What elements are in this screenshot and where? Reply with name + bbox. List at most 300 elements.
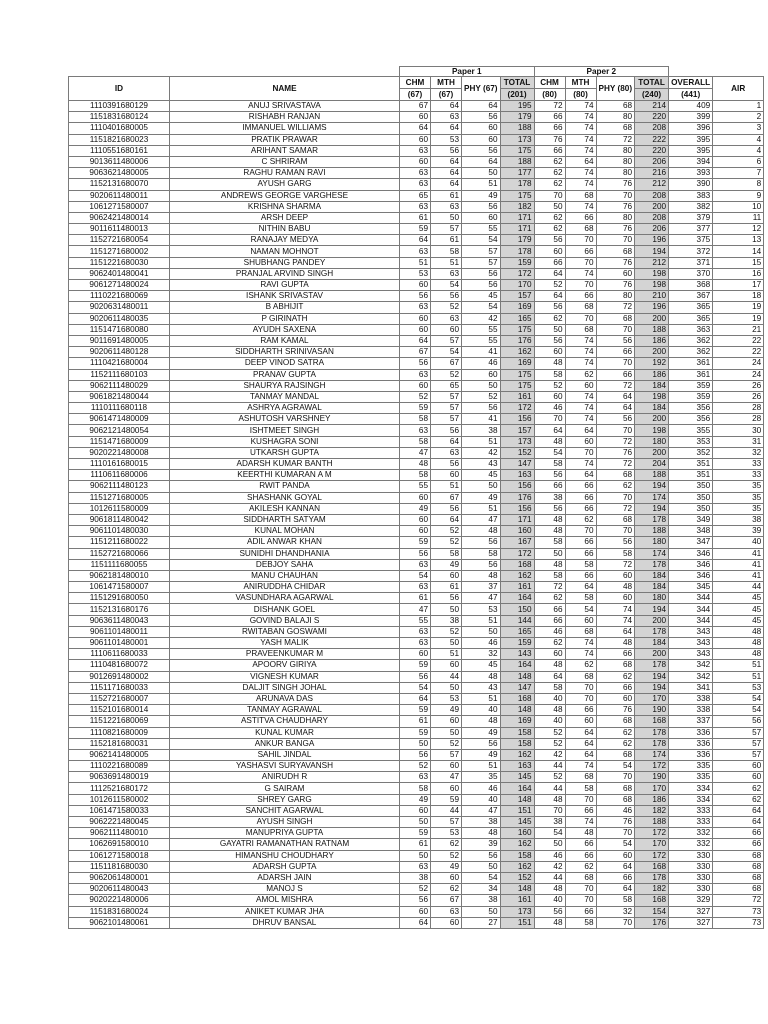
total2-cell: 198	[635, 280, 669, 291]
overall-cell: 327	[669, 917, 713, 928]
total1-cell: 147	[500, 682, 534, 693]
total1-cell: 169	[500, 358, 534, 369]
mth1-cell: 61	[431, 235, 462, 246]
air-cell: 51	[713, 671, 764, 682]
chm1-cell: 49	[400, 794, 431, 805]
name-cell: MANU CHAUHAN	[170, 570, 400, 581]
id-cell: 9020611480128	[69, 347, 170, 358]
phy2-cell: 70	[596, 772, 635, 783]
total2-cell: 194	[635, 671, 669, 682]
phy2-cell: 72	[596, 302, 635, 313]
id-cell: 9061101480011	[69, 626, 170, 637]
total1-cell: 176	[500, 492, 534, 503]
chm1-cell: 50	[400, 738, 431, 749]
total1-cell: 182	[500, 201, 534, 212]
phy2-cell: 62	[596, 671, 635, 682]
chm1-cell: 59	[400, 537, 431, 548]
mth2-cell: 74	[565, 268, 596, 279]
table-row	[69, 179, 764, 190]
mth2-cell: 70	[565, 280, 596, 291]
overall-cell: 336	[669, 738, 713, 749]
overall-cell: 359	[669, 380, 713, 391]
table-row	[69, 738, 764, 749]
phy1-cell: 42	[462, 313, 501, 324]
mth1-cell: 50	[431, 727, 462, 738]
phy1-cell: 56	[462, 280, 501, 291]
mth2-cell: 62	[565, 660, 596, 671]
chm1-cell: 55	[400, 615, 431, 626]
header-mth2: MTH	[565, 77, 596, 89]
chm2-cell: 70	[534, 805, 565, 816]
phy1-cell: 34	[462, 884, 501, 895]
air-cell: 54	[713, 705, 764, 716]
mth2-cell: 66	[565, 492, 596, 503]
total1-cell: 172	[500, 548, 534, 559]
air-cell: 28	[713, 403, 764, 414]
mth1-cell: 53	[431, 828, 462, 839]
mth1-cell: 44	[431, 671, 462, 682]
chm2-cell: 62	[534, 212, 565, 223]
total2-cell: 154	[635, 906, 669, 917]
table-row	[69, 537, 764, 548]
table-row	[69, 268, 764, 279]
name-cell: PRANJAL ARVIND SINGH	[170, 268, 400, 279]
mth2-cell: 66	[565, 246, 596, 257]
name-cell: MANUPRIYA GUPTA	[170, 828, 400, 839]
table-row	[69, 761, 764, 772]
air-cell: 54	[713, 693, 764, 704]
chm1-cell: 67	[400, 347, 431, 358]
header-total2-max: (240)	[635, 89, 669, 101]
table-row	[69, 123, 764, 134]
chm1-cell: 63	[400, 302, 431, 313]
phy2-cell: 60	[596, 570, 635, 581]
total2-cell: 190	[635, 705, 669, 716]
table-row	[69, 235, 764, 246]
mth2-cell: 74	[565, 201, 596, 212]
mth2-cell: 68	[565, 324, 596, 335]
id-cell: 1152181680031	[69, 738, 170, 749]
name-cell: DISHANK GOEL	[170, 604, 400, 615]
air-cell: 66	[713, 828, 764, 839]
name-cell: ADARSH KUMAR BANTH	[170, 459, 400, 470]
air-cell: 62	[713, 794, 764, 805]
table-row	[69, 335, 764, 346]
phy2-cell: 68	[596, 470, 635, 481]
name-cell: SHASHANK GOYAL	[170, 492, 400, 503]
header-phy1: PHY (67)	[462, 77, 501, 101]
table-row	[69, 201, 764, 212]
chm2-cell: 42	[534, 861, 565, 872]
table-row	[69, 593, 764, 604]
phy2-cell: 66	[596, 347, 635, 358]
overall-cell: 346	[669, 570, 713, 581]
total1-cell: 160	[500, 828, 534, 839]
chm2-cell: 52	[534, 727, 565, 738]
mth2-cell: 66	[565, 212, 596, 223]
phy2-cell: 76	[596, 201, 635, 212]
mth1-cell: 56	[431, 459, 462, 470]
id-cell: 9061101480030	[69, 526, 170, 537]
chm2-cell: 40	[534, 716, 565, 727]
chm2-cell: 58	[534, 369, 565, 380]
phy1-cell: 56	[462, 268, 501, 279]
mth1-cell: 51	[431, 649, 462, 660]
id-cell: 1151271680005	[69, 492, 170, 503]
name-cell: TANMAY AGRAWAL	[170, 705, 400, 716]
total2-cell: 200	[635, 347, 669, 358]
air-cell: 35	[713, 481, 764, 492]
id-cell: 1110161680015	[69, 459, 170, 470]
phy1-cell: 48	[462, 570, 501, 581]
mth2-cell: 70	[565, 895, 596, 906]
phy1-cell: 51	[462, 693, 501, 704]
id-cell: 1152721680066	[69, 548, 170, 559]
id-cell: 9020611480011	[69, 190, 170, 201]
table-row	[69, 749, 764, 760]
chm2-cell: 54	[534, 447, 565, 458]
chm1-cell: 59	[400, 828, 431, 839]
header-overall: OVERALL	[669, 77, 713, 89]
table-row	[69, 805, 764, 816]
phy2-cell: 80	[596, 291, 635, 302]
chm1-cell: 56	[400, 895, 431, 906]
total1-cell: 150	[500, 604, 534, 615]
chm2-cell: 56	[534, 470, 565, 481]
chm2-cell: 44	[534, 761, 565, 772]
total2-cell: 200	[635, 201, 669, 212]
chm1-cell: 59	[400, 224, 431, 235]
name-cell: RWIT PANDA	[170, 481, 400, 492]
air-cell: 35	[713, 492, 764, 503]
air-cell: 7	[713, 168, 764, 179]
mth2-cell: 48	[565, 828, 596, 839]
mth1-cell: 58	[431, 246, 462, 257]
total1-cell: 148	[500, 705, 534, 716]
overall-cell: 356	[669, 414, 713, 425]
phy1-cell: 49	[462, 190, 501, 201]
phy2-cell: 64	[596, 391, 635, 402]
mth1-cell: 50	[431, 604, 462, 615]
chm2-cell: 38	[534, 492, 565, 503]
name-cell: RWITABAN GOSWAMI	[170, 626, 400, 637]
chm1-cell: 60	[400, 649, 431, 660]
chm1-cell: 48	[400, 459, 431, 470]
total2-cell: 178	[635, 559, 669, 570]
chm1-cell: 64	[400, 235, 431, 246]
header-mth2-max: (80)	[565, 89, 596, 101]
id-cell: 9020221480008	[69, 447, 170, 458]
mth1-cell: 61	[431, 190, 462, 201]
mth1-cell: 51	[431, 481, 462, 492]
total1-cell: 195	[500, 101, 534, 112]
id-cell: 1152721680054	[69, 235, 170, 246]
chm1-cell: 64	[400, 335, 431, 346]
name-cell: IMMANUEL WILLIAMS	[170, 123, 400, 134]
chm1-cell: 60	[400, 526, 431, 537]
total2-cell: 200	[635, 649, 669, 660]
total2-cell: 170	[635, 693, 669, 704]
name-cell: C SHRIRAM	[170, 156, 400, 167]
mth1-cell: 57	[431, 749, 462, 760]
total2-cell: 190	[635, 772, 669, 783]
total1-cell: 164	[500, 660, 534, 671]
total2-cell: 184	[635, 380, 669, 391]
chm1-cell: 63	[400, 582, 431, 593]
table-row	[69, 917, 764, 928]
phy2-cell: 72	[596, 380, 635, 391]
chm1-cell: 56	[400, 358, 431, 369]
mth2-cell: 62	[565, 861, 596, 872]
mth1-cell: 64	[431, 436, 462, 447]
total2-cell: 178	[635, 738, 669, 749]
mth1-cell: 60	[431, 324, 462, 335]
total2-cell: 212	[635, 179, 669, 190]
phy2-cell: 68	[596, 783, 635, 794]
chm2-cell: 66	[534, 257, 565, 268]
air-cell: 17	[713, 280, 764, 291]
overall-cell: 332	[669, 828, 713, 839]
mth2-cell: 68	[565, 626, 596, 637]
mth2-cell: 68	[565, 302, 596, 313]
mth2-cell: 66	[565, 481, 596, 492]
table-row	[69, 817, 764, 828]
total2-cell: 206	[635, 156, 669, 167]
total2-cell: 184	[635, 582, 669, 593]
total1-cell: 147	[500, 459, 534, 470]
total1-cell: 169	[500, 302, 534, 313]
table-row	[69, 224, 764, 235]
table-row	[69, 391, 764, 402]
overall-cell: 356	[669, 403, 713, 414]
total1-cell: 159	[500, 638, 534, 649]
phy1-cell: 50	[462, 861, 501, 872]
id-cell: 1151831680024	[69, 906, 170, 917]
overall-cell: 342	[669, 671, 713, 682]
chm1-cell: 60	[400, 380, 431, 391]
phy1-cell: 47	[462, 593, 501, 604]
mth1-cell: 52	[431, 626, 462, 637]
name-cell: AYUDH SAXENA	[170, 324, 400, 335]
phy1-cell: 47	[462, 514, 501, 525]
id-cell: 1062691580010	[69, 839, 170, 850]
air-cell: 15	[713, 257, 764, 268]
table-row	[69, 112, 764, 123]
total2-cell: 192	[635, 358, 669, 369]
id-cell: 1110551680161	[69, 145, 170, 156]
name-cell: ASTITVA CHAUDHARY	[170, 716, 400, 727]
name-cell: SAHIL JINDAL	[170, 749, 400, 760]
air-cell: 24	[713, 369, 764, 380]
total1-cell: 162	[500, 839, 534, 850]
mth1-cell: 58	[431, 548, 462, 559]
air-cell: 62	[713, 783, 764, 794]
phy1-cell: 47	[462, 805, 501, 816]
phy1-cell: 37	[462, 582, 501, 593]
air-cell: 57	[713, 738, 764, 749]
overall-cell: 372	[669, 246, 713, 257]
air-cell: 19	[713, 302, 764, 313]
name-cell: SHUBHANG PANDEY	[170, 257, 400, 268]
chm2-cell: 50	[534, 839, 565, 850]
air-cell: 19	[713, 313, 764, 324]
chm1-cell: 60	[400, 112, 431, 123]
air-cell: 45	[713, 604, 764, 615]
chm1-cell: 63	[400, 425, 431, 436]
phy2-cell: 68	[596, 101, 635, 112]
total1-cell: 175	[500, 145, 534, 156]
air-cell: 56	[713, 716, 764, 727]
total1-cell: 158	[500, 738, 534, 749]
header-row-subjects-top	[69, 77, 764, 89]
name-cell: RAVI GUPTA	[170, 280, 400, 291]
chm2-cell: 72	[534, 101, 565, 112]
name-cell: SIDDHARTH SATYAM	[170, 514, 400, 525]
phy2-cell: 70	[596, 526, 635, 537]
phy2-cell: 32	[596, 906, 635, 917]
chm1-cell: 56	[400, 749, 431, 760]
chm1-cell: 61	[400, 593, 431, 604]
phy2-cell: 76	[596, 257, 635, 268]
air-cell: 73	[713, 906, 764, 917]
chm2-cell: 54	[534, 828, 565, 839]
chm1-cell: 63	[400, 626, 431, 637]
total1-cell: 179	[500, 112, 534, 123]
id-cell: 1012611580009	[69, 503, 170, 514]
chm2-cell: 48	[534, 436, 565, 447]
mth1-cell: 57	[431, 403, 462, 414]
phy2-cell: 74	[596, 615, 635, 626]
phy2-cell: 58	[596, 895, 635, 906]
total2-cell: 186	[635, 794, 669, 805]
phy1-cell: 45	[462, 660, 501, 671]
overall-cell: 344	[669, 615, 713, 626]
total1-cell: 144	[500, 615, 534, 626]
phy1-cell: 39	[462, 839, 501, 850]
total1-cell: 168	[500, 559, 534, 570]
total1-cell: 148	[500, 884, 534, 895]
mth1-cell: 47	[431, 772, 462, 783]
overall-cell: 345	[669, 582, 713, 593]
mth2-cell: 66	[565, 548, 596, 559]
phy2-cell: 70	[596, 235, 635, 246]
total2-cell: 180	[635, 436, 669, 447]
overall-cell: 347	[669, 537, 713, 548]
header-mth1: MTH	[431, 77, 462, 89]
phy2-cell: 80	[596, 145, 635, 156]
air-cell: 53	[713, 682, 764, 693]
name-cell: HIMANSHU CHOUDHARY	[170, 850, 400, 861]
id-cell: 1151471680009	[69, 436, 170, 447]
chm2-cell: 62	[534, 593, 565, 604]
total1-cell: 178	[500, 246, 534, 257]
phy2-cell: 54	[596, 761, 635, 772]
id-cell: 9063611480043	[69, 615, 170, 626]
name-cell: ASHUTOSH VARSHNEY	[170, 414, 400, 425]
overall-cell: 355	[669, 425, 713, 436]
name-cell: SIDDHARTH SRINIVASAN	[170, 347, 400, 358]
total2-cell: 188	[635, 324, 669, 335]
overall-cell: 363	[669, 324, 713, 335]
mth1-cell: 61	[431, 582, 462, 593]
mth1-cell: 52	[431, 850, 462, 861]
chm1-cell: 63	[400, 246, 431, 257]
air-cell: 57	[713, 749, 764, 760]
phy2-cell: 80	[596, 168, 635, 179]
header-total1: TOTAL	[500, 77, 534, 89]
header-row-papers	[69, 67, 764, 77]
phy2-cell: 76	[596, 280, 635, 291]
mth1-cell: 49	[431, 861, 462, 872]
id-cell: 9062111480123	[69, 481, 170, 492]
chm2-cell: 44	[534, 783, 565, 794]
mth1-cell: 49	[431, 559, 462, 570]
table-row	[69, 447, 764, 458]
header-phy2: PHY (80)	[596, 77, 635, 101]
name-cell: ARIHANT SAMAR	[170, 145, 400, 156]
name-cell: NAMAN MOHNOT	[170, 246, 400, 257]
header-spacer	[669, 67, 713, 77]
chm1-cell: 60	[400, 906, 431, 917]
total1-cell: 158	[500, 727, 534, 738]
mth2-cell: 70	[565, 257, 596, 268]
total1-cell: 188	[500, 123, 534, 134]
name-cell: B ABHIJIT	[170, 302, 400, 313]
table-row	[69, 403, 764, 414]
header-total1-max: (201)	[500, 89, 534, 101]
id-cell: 9020611480043	[69, 884, 170, 895]
total2-cell: 172	[635, 828, 669, 839]
mth1-cell: 56	[431, 593, 462, 604]
table-row	[69, 436, 764, 447]
mth2-cell: 58	[565, 593, 596, 604]
chm2-cell: 48	[534, 884, 565, 895]
total1-cell: 175	[500, 190, 534, 201]
total2-cell: 194	[635, 682, 669, 693]
id-cell: 1061271580018	[69, 850, 170, 861]
mth1-cell: 67	[431, 358, 462, 369]
table-row	[69, 582, 764, 593]
total2-cell: 168	[635, 861, 669, 872]
phy2-cell: 72	[596, 134, 635, 145]
total2-cell: 180	[635, 593, 669, 604]
chm2-cell: 56	[534, 302, 565, 313]
total2-cell: 178	[635, 660, 669, 671]
total2-cell: 198	[635, 391, 669, 402]
total1-cell: 156	[500, 503, 534, 514]
chm2-cell: 52	[534, 772, 565, 783]
name-cell: APOORV GIRIYA	[170, 660, 400, 671]
total2-cell: 178	[635, 872, 669, 883]
name-cell: PRATIK PRAWAR	[170, 134, 400, 145]
mth2-cell: 74	[565, 112, 596, 123]
chm2-cell: 52	[534, 280, 565, 291]
table-row	[69, 481, 764, 492]
air-cell: 41	[713, 548, 764, 559]
table-row	[69, 358, 764, 369]
overall-cell: 343	[669, 626, 713, 637]
table-row	[69, 548, 764, 559]
name-cell: ISHTMEET SINGH	[170, 425, 400, 436]
mth1-cell: 64	[431, 168, 462, 179]
chm2-cell: 62	[534, 179, 565, 190]
phy2-cell: 64	[596, 626, 635, 637]
name-cell: YASHASVI SURYAVANSH	[170, 761, 400, 772]
overall-cell: 379	[669, 212, 713, 223]
air-cell: 48	[713, 638, 764, 649]
overall-cell: 327	[669, 906, 713, 917]
phy1-cell: 60	[462, 212, 501, 223]
